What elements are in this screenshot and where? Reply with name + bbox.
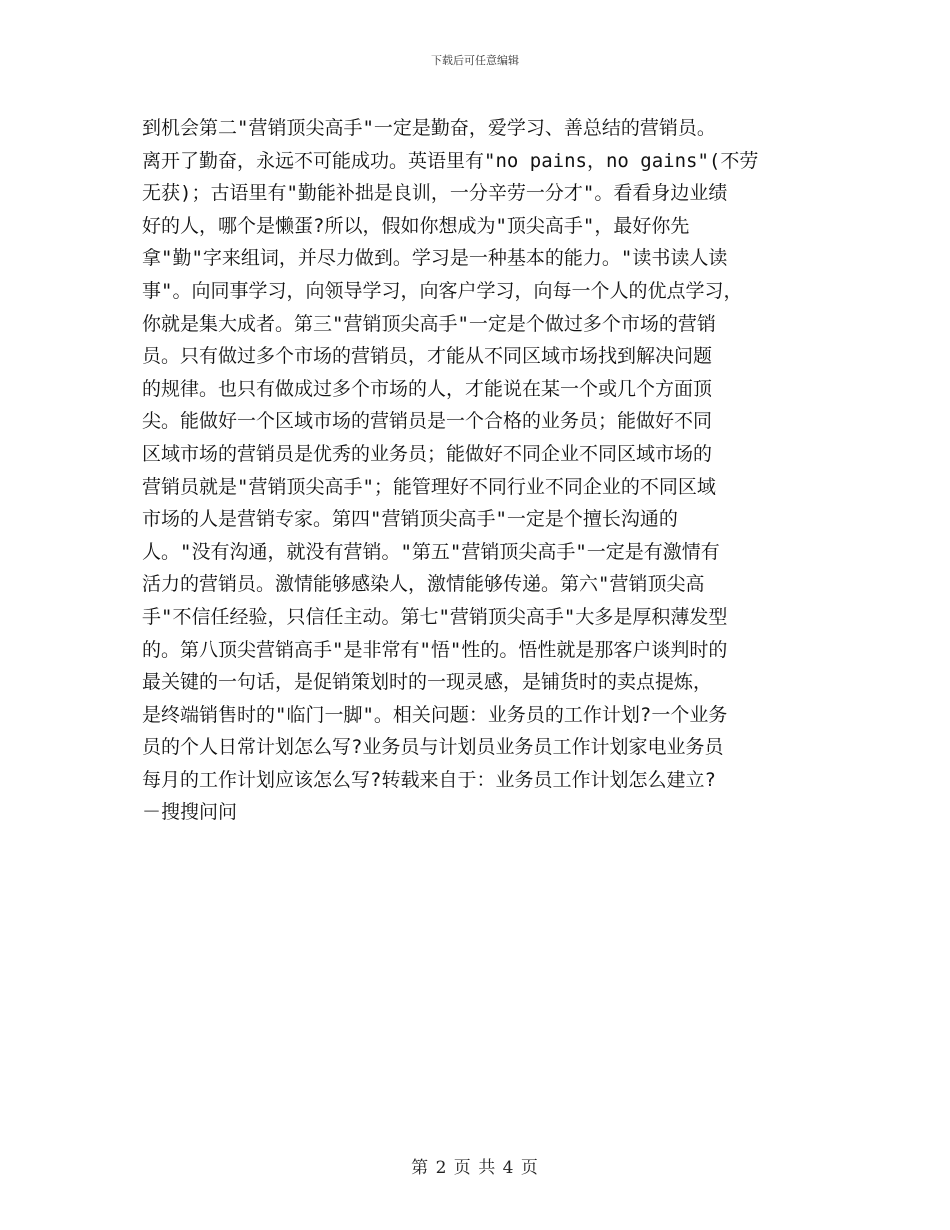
text-line: 人。"没有沟通，就没有营销。"第五"营销顶尖高手"一定是有激情有 (142, 540, 720, 563)
text-line: 最关键的一句话，是促销策划时的一现灵感，是铺货时的卖点提炼， (142, 671, 713, 694)
body-text (142, 112, 822, 829)
text-line: 拿"勤"字来组词，并尽力做到。学习是一种基本的能力。"读书读人读 (142, 247, 728, 270)
text-line: 你就是集大成者。第三"营销顶尖高手"一定是个做过多个市场的营销 (142, 312, 716, 335)
text-line: 员。只有做过多个市场的营销员，才能从不同区域市场找到解决问题 (142, 345, 713, 368)
text-line: －搜搜问问 (142, 801, 238, 824)
text-line: 的。第八顶尖营销高手"是非常有"悟"性的。悟性就是那客户谈判时的 (142, 638, 728, 661)
text-line: 活力的营销员。激情能够感染人，激情能够传递。第六"营销顶尖高 (142, 573, 705, 596)
text-line: 无获)；古语里有"勤能补拙是良训，一分辛劳一分才"。看看身边业绩 (142, 182, 728, 205)
text-line: 到机会第二"营销顶尖高手"一定是勤奋，爱学习、善总结的营销员。 (142, 117, 716, 139)
text-line: 每月的工作计划应该怎么写?转载来自于：业务员工作计划怎么建立? (142, 768, 716, 791)
text-line: 好的人，哪个是懒蛋?所以，假如你想成为"顶尖高手"，最好你先 (142, 214, 690, 237)
text-line: 事"。向同事学习，向领导学习，向客户学习，向每一个人的优点学习， (142, 279, 743, 302)
text-line: 市场的人是营销专家。第四"营销顶尖高手"一定是个擅长沟通的 (142, 508, 678, 531)
text-line: 手"不信任经验，只信任主动。第七"营销顶尖高手"大多是厚积薄发型 (142, 605, 728, 628)
text-line: 员的个人日常计划怎么写?业务员与计划员业务员工作计划家电业务员 (142, 736, 724, 759)
text-line: 尖。能做好一个区域市场的营销员是一个合格的业务员；能做好不同 (142, 410, 713, 433)
page-footer: 第 2 页 共 4 页 (411, 1158, 539, 1178)
text-line: 的规律。也只有做成过多个市场的人，才能说在某一个或几个方面顶 (142, 377, 713, 400)
text-line: 离开了勤奋，永远不可能成功。英语里有"no pains，no gains"(不劳 (142, 149, 759, 172)
text-line: 是终端销售时的"临门一脚"。相关问题：业务员的工作计划?一个业务 (142, 703, 728, 726)
text-line: 区域市场的营销员是优秀的业务员；能做好不同企业不同区域市场的 (142, 442, 713, 465)
text-line: 营销员就是"营销顶尖高手"；能管理好不同行业不同企业的不同区域 (142, 475, 716, 498)
page-header: 下载后可任意编辑 (431, 54, 519, 67)
